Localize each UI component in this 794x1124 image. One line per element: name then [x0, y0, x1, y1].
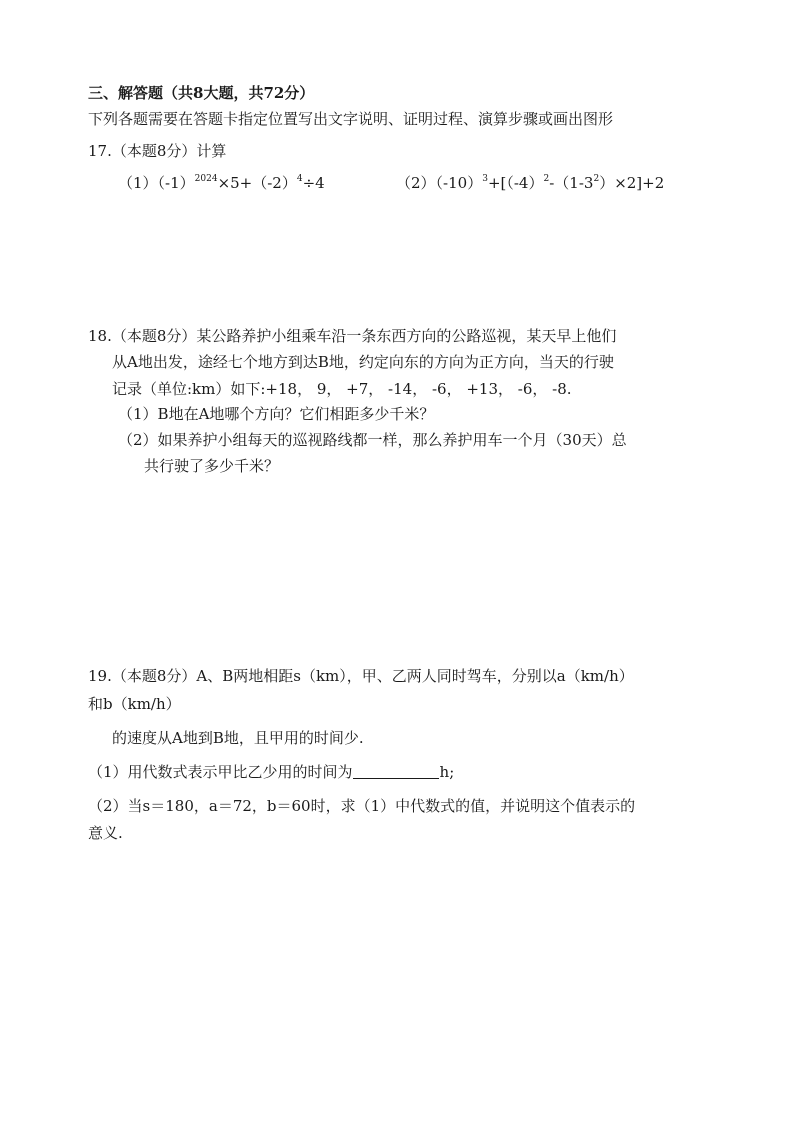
q17-p2-exp2: 2 [543, 174, 550, 184]
q17-p2-mid2: -（1-3 [549, 174, 594, 192]
q17-header: 17.（本题8分）计算 [88, 142, 227, 160]
answer-blank[interactable] [353, 764, 439, 779]
q17-p2-suffix: ）×2]+2 [599, 174, 665, 192]
q17-p1-suffix: ÷4 [302, 174, 325, 192]
q19-sub1-unit: h; [439, 763, 455, 781]
q18-sub1: （1）B地在A地哪个方向？它们相距多少千米？ [118, 405, 435, 423]
q19-sub1 [88, 762, 454, 782]
q18-line3: 记录（单位:km）如下:+18， 9， +7， -14， -6， +13， -6， -8. [112, 380, 572, 398]
q18-line2: 从A地出发，途经七个地方到达B地，约定向东的方向为正方向，当天的行驶 [112, 353, 614, 371]
q17-p2-prefix: （2）（-10） [396, 174, 483, 192]
q17-p2-exp3: 2 [593, 174, 600, 184]
q17-part1 [118, 173, 325, 193]
q17-p1-exp2: 4 [296, 174, 303, 184]
section-title: 三、解答题（共8大题，共72分） [88, 84, 315, 102]
q18-line1: 18.（本题8分）某公路养护小组乘车沿一条东西方向的公路巡视，某天早上他们 [88, 327, 617, 345]
q18-sub2-line2: 共行驶了多少千米？ [144, 457, 280, 475]
q19-line3: 的速度从A地到B地，且甲用的时间少. [112, 729, 364, 747]
q19-sub1-text: （1）用代数式表示甲比乙少用的时间为 [88, 763, 353, 781]
q17-p2-mid1: +[（-4） [487, 174, 544, 192]
q18-sub2-line1: （2）如果养护小组每天的巡视路线都一样，那么养护用车一个月（30天）总 [118, 431, 627, 449]
q17-p1-mid: ×5+（-2） [217, 174, 297, 192]
q17-p2-exp1: 3 [482, 174, 488, 184]
q17-p1-prefix: （1）（-1） [118, 174, 195, 192]
q19-line1: 19.（本题8分）A、B两地相距s（km），甲、乙两人同时驾车，分别以a（km/h） [88, 667, 634, 685]
q17-part2 [396, 173, 664, 193]
q19-sub2-line1: （2）当s＝180，a＝72，b＝60时，求（1）中代数式的值，并说明这个值表示的 [88, 797, 636, 815]
q17-p1-exp1: 2024 [194, 174, 218, 184]
q19-sub2-line2: 意义. [88, 824, 123, 842]
q19-line2: 和b（km/h） [88, 695, 181, 713]
section-instructions: 下列各题需要在答题卡指定位置写出文字说明、证明过程、演算步骤或画出图形 [88, 110, 614, 128]
